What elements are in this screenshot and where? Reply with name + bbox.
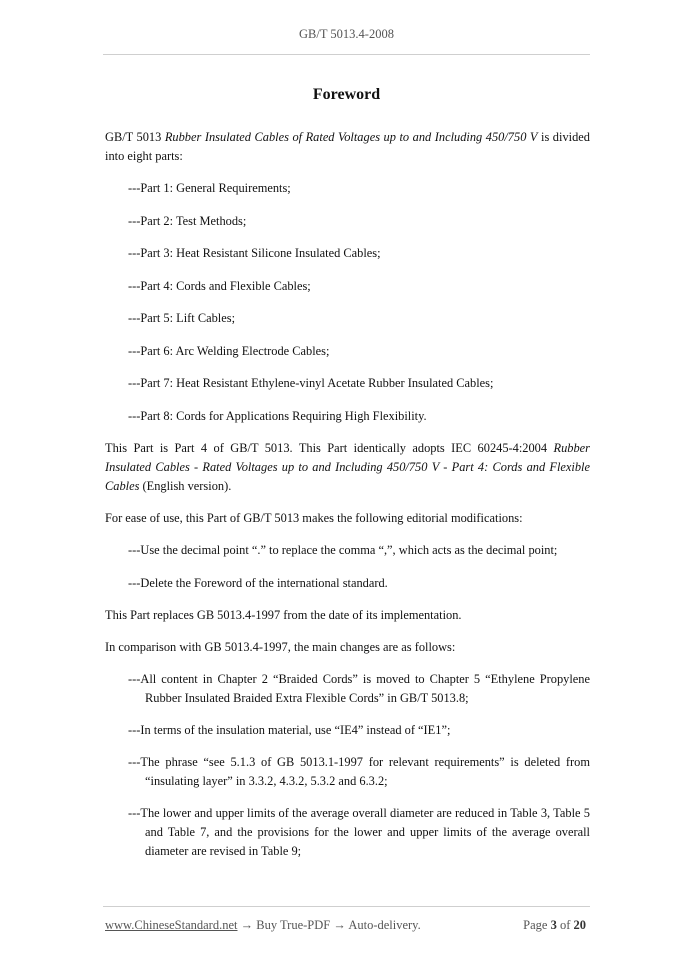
total-pages: 20 xyxy=(573,918,586,932)
header-divider xyxy=(103,54,590,55)
change-item-1: ---All content in Chapter 2 “Braided Cords” is moved to Chapter 5 “Ethylene Propylene Rubber Insulated Braided Extra Flexible Cords” in GB/T 5013.8; xyxy=(128,672,590,705)
list-item-part-8: ---Part 8: Cords for Applications Requiring High Flexibility. xyxy=(128,408,427,423)
list-item-part-2: ---Part 2: Test Methods; xyxy=(128,213,247,228)
list-item-part-6: ---Part 6: Arc Welding Electrode Cables; xyxy=(128,343,330,358)
intro-prefix: GB/T 5013 xyxy=(105,130,165,144)
page-number xyxy=(523,918,586,933)
list-item-part-7: ---Part 7: Heat Resistant Ethylene-vinyl Acetate Rubber Insulated Cables; xyxy=(128,376,494,390)
replaces-paragraph: This Part replaces GB 5013.4-1997 from the date of its implementation. xyxy=(105,608,462,622)
change-item-4: ---The lower and upper limits of the average overall diameter are reduced in Table 3, Table 5 and Table 7, and the provisions for the lower and upper limits of the average overall diameter are revised in Table 9; xyxy=(128,806,590,858)
editorial-item-2: ---Delete the Foreword of the international standard. xyxy=(128,575,388,590)
editorial-item-1: ---Use the decimal point “.” to replace the comma “,”, which acts as the decimal point; xyxy=(128,543,558,557)
footer-promo xyxy=(105,918,421,933)
running-header: GB/T 5013.4-2008 xyxy=(299,27,394,41)
editorial-intro: For ease of use, this Part of GB/T 5013 makes the following editorial modifications: xyxy=(105,511,523,525)
website-link[interactable]: www.ChineseStandard.net xyxy=(105,918,238,932)
list-item-part-1: ---Part 1: General Requirements; xyxy=(128,181,291,195)
intro-standard-title: Rubber Insulated Cables of Rated Voltages up to and Including 450/750 V xyxy=(164,130,538,144)
comparison-intro: In comparison with GB 5013.4-1997, the main changes are as follows: xyxy=(105,640,456,654)
list-item-part-4: ---Part 4: Cords and Flexible Cables; xyxy=(128,278,311,293)
delivery-text: Auto-delivery. xyxy=(348,918,421,932)
adoption-paragraph xyxy=(105,439,590,496)
arrow-icon: → xyxy=(330,918,349,932)
buy-pdf-text: Buy True-PDF xyxy=(256,918,331,932)
page-word: Page xyxy=(523,918,551,932)
of-word: of xyxy=(556,918,574,932)
change-item-3: ---The phrase “see 5.1.3 of GB 5013.1-1997 for relevant requirements” is deleted from “insulating layer” in 3.3.2, 4.3.2, 5.3.2 and 6.3.2; xyxy=(128,755,590,788)
change-item-2: ---In terms of the insulation material, use “IE4” instead of “IE1”; xyxy=(128,723,451,737)
adoption-suffix: (English version). xyxy=(139,479,232,493)
adopted-standard-title: Rubber Insulated Cables - Rated Voltages up to and Including 450/750 V - Part 4: Cords and Flexible Cables xyxy=(105,441,590,493)
document-body xyxy=(105,128,590,874)
current-page: 3 xyxy=(550,918,557,932)
intro-paragraph xyxy=(105,128,590,166)
adoption-prefix: This Part is Part 4 of GB/T 5013. This Part identically adopts IEC 60245-4:2004 xyxy=(105,441,554,455)
list-item-part-5: ---Part 5: Lift Cables; xyxy=(128,311,236,325)
footer-divider xyxy=(103,906,590,907)
arrow-icon: → xyxy=(237,918,257,932)
intro-suffix: is divided into eight parts: xyxy=(105,130,590,163)
page-title: Foreword xyxy=(312,86,381,103)
list-item-part-3: ---Part 3: Heat Resistant Silicone Insulated Cables; xyxy=(128,246,381,260)
